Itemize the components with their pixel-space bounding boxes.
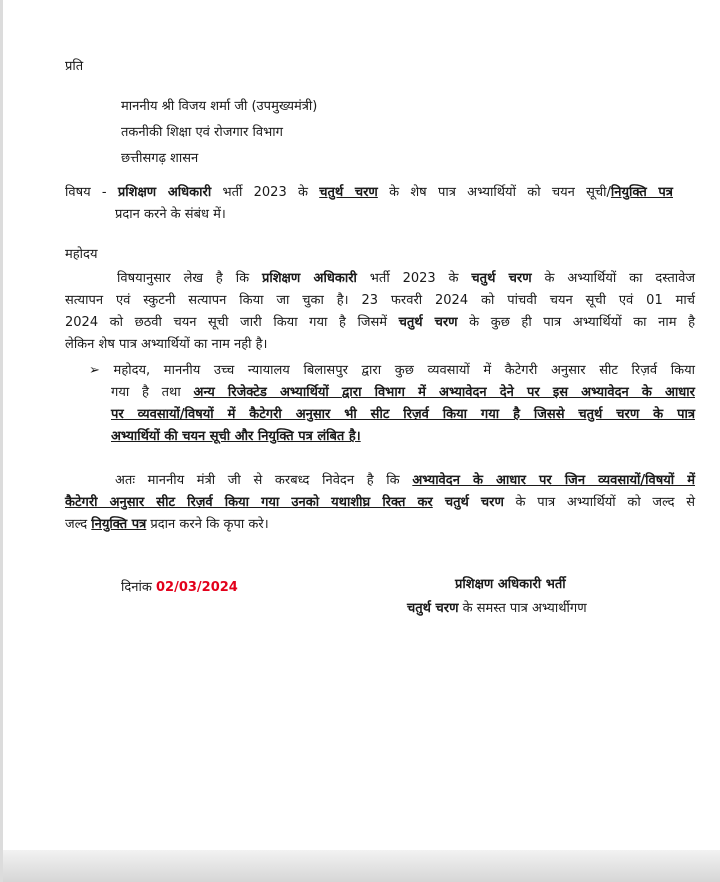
para1-line-3: 2024 को छठवी चयन सूची जारी किया गया है जिसमें चतुर्थ चरण के कुछ ही पात्र अभ्यार्थियों का नाम है (65, 315, 695, 330)
paragraph-2 (65, 470, 695, 536)
para1-line-2: सत्यापन एवं स्कुटनी सत्यापन किया जा चुका है। 23 फरवरी 2024 को पांचवी चयन सूची एवं 01 मार्च (65, 293, 695, 308)
recipient-government: छत्तीसगढ़ शासन (121, 151, 199, 166)
bullet-line-3: पर व्यवसायों/विषयों में कैटेगरी अनुसार भी सीट रिज़र्व किया गया है जिससे चतुर्थ चरण के पात्र (111, 407, 695, 422)
date-line (121, 577, 238, 599)
to-label: प्रति (65, 59, 84, 74)
greeting: महोदय (65, 247, 98, 262)
date-value: 02/03/2024 (155, 580, 238, 595)
para1-line-4: लेकिन शेष पात्र अभ्यार्थियों का नाम नही है। (65, 337, 268, 352)
para1-line-1: विषयानुसार लेख है कि प्रशिक्षण अधिकारी भर्ती 2023 के चतुर्थ चरण के अभ्यार्थियों का दस्तावेज (117, 271, 695, 286)
date-label: दिनांक (121, 580, 152, 595)
signature-line-1: प्रशिक्षण अधिकारी भर्ती (455, 577, 566, 592)
subject-block (65, 182, 673, 226)
bullet-line-2: गया है तथा अन्य रिजेक्टेड अभ्यार्थियों द्वारा विभाग में अभ्यावेदन देने पर इस अभ्यावेदन के आधार (111, 385, 695, 400)
recipient-name: माननीय श्री विजय शर्मा जी (उपमुख्यमंत्री) (121, 99, 318, 114)
signature-line-2: चतुर्थ चरण के समस्त पात्र अभ्यार्थीगण (407, 601, 587, 616)
para2-line-1: अतः माननीय मंत्री जी से करबध्द निवेदन है कि अभ्यावेदन के आधार पर जिन व्यवसायों/विषयों में (115, 473, 695, 488)
subject-line-2: प्रदान करने के संबंध में। (115, 207, 226, 222)
bullet-line-1: ➢ महोदय, माननीय उच्च न्यायालय बिलासपुर द्वारा कुछ व्यवसायों में कैटेगरी अनुसार सीट रिज़र्व किया (89, 363, 695, 378)
scan-bottom-edge (3, 850, 720, 882)
subject-label: विषय - (65, 185, 107, 200)
para2-line-2: कैटेगरी अनुसार सीट रिज़र्व किया गया उनको यथाशीघ्र रिक्त कर चतुर्थ चरण के पात्र अभ्यार्थियों को जल्द से (65, 495, 696, 510)
paragraph-1 (65, 268, 695, 356)
subject-line-1: विषय - प्रशिक्षण अधिकारी भर्ती 2023 के चतुर्थ चरण के शेष पात्र अभ्यार्थियों को चयन सूची/नियुक्ति पत्र (65, 185, 673, 200)
recipient-block (121, 94, 317, 172)
para2-line-3: जल्द नियुक्ति पत्र प्रदान करने कि कृपा करे। (65, 517, 269, 532)
bullet-paragraph (89, 360, 695, 448)
bullet-marker: ➢ (89, 363, 100, 378)
bullet-line-4: अभ्यार्थियों की चयन सूची और नियुक्ति पत्र लंबित है। (111, 429, 361, 444)
recipient-department: तकनीकी शिक्षा एवं रोजगार विभाग (121, 125, 283, 140)
